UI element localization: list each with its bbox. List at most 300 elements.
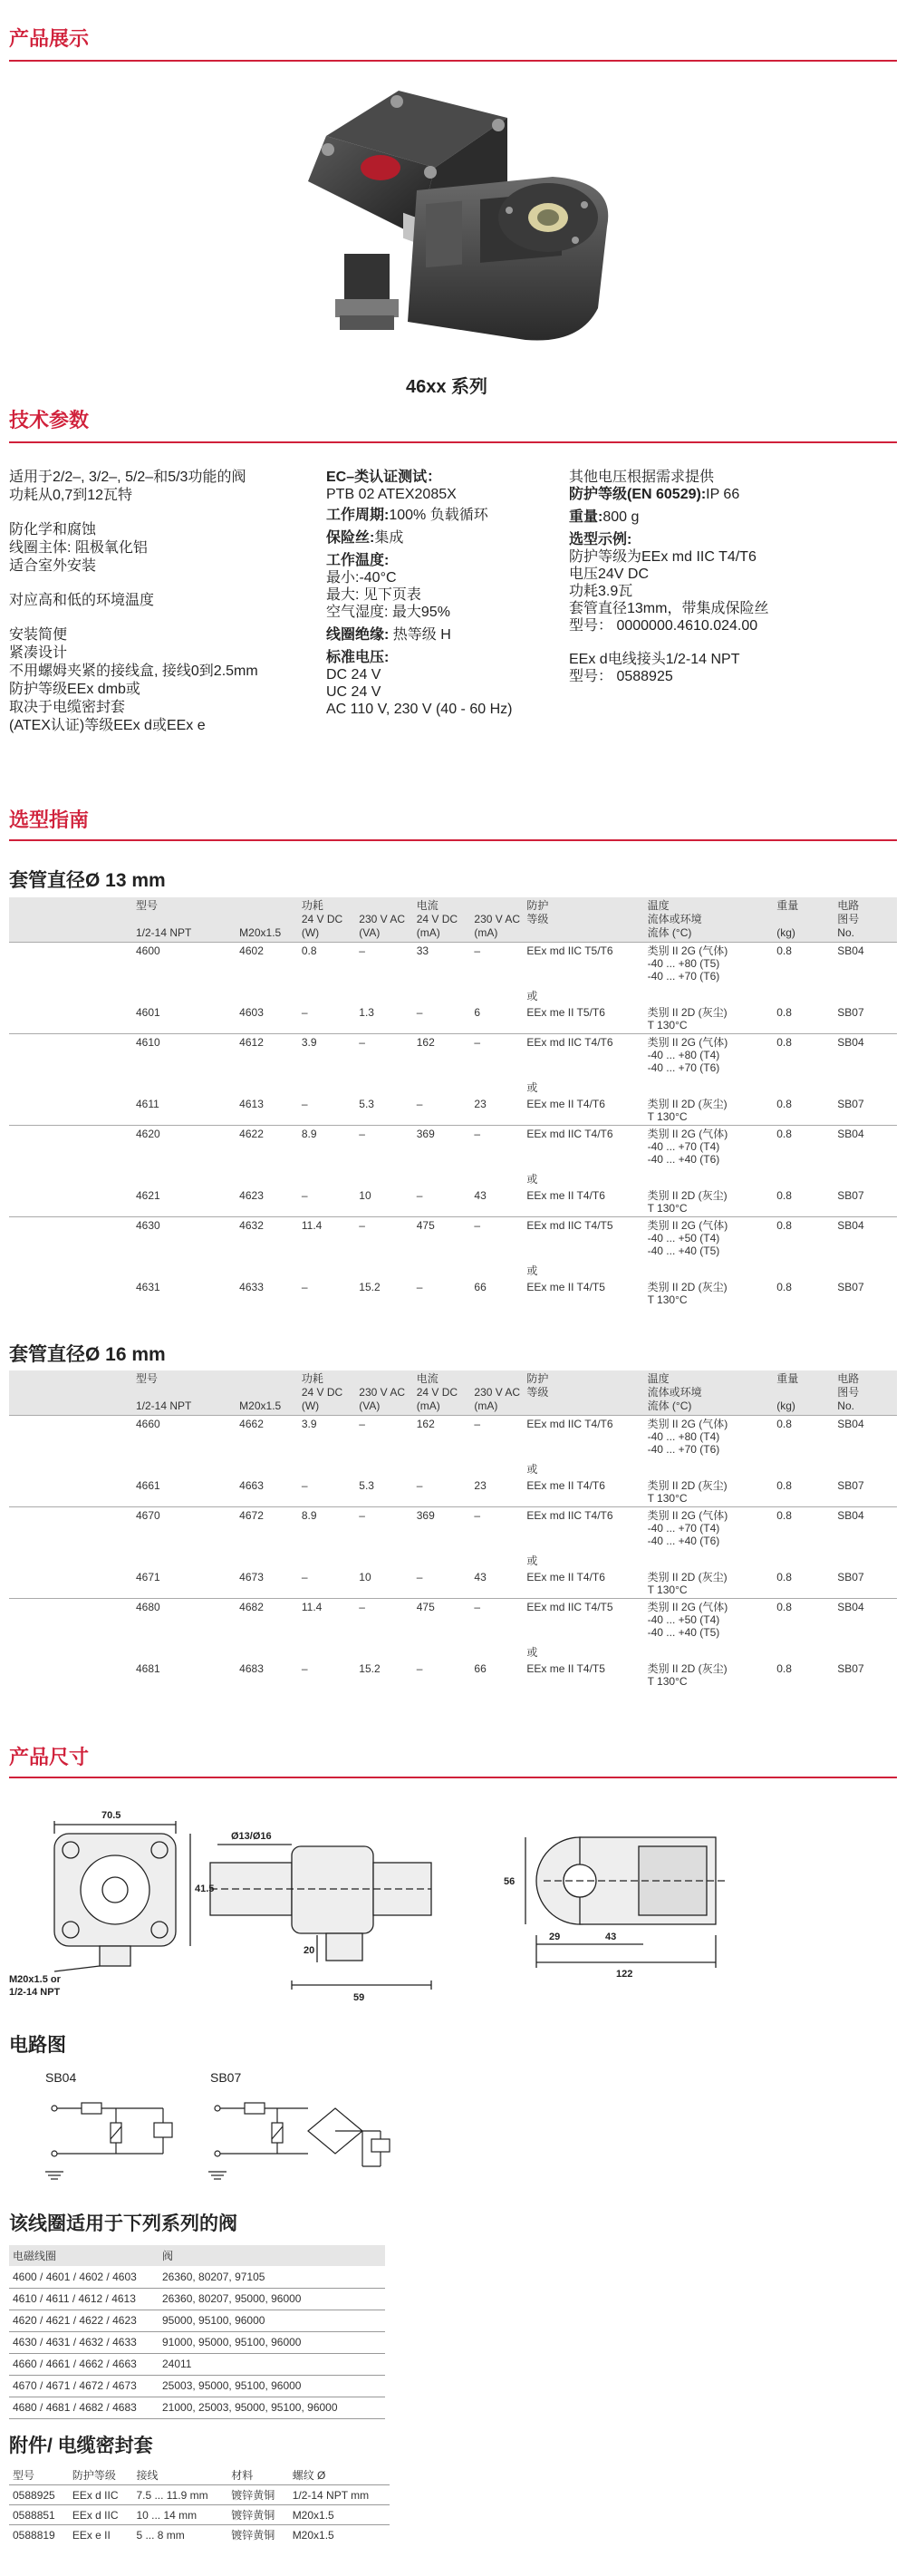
circuit-title: 电路图 [9,2035,66,2056]
volt-line: DC 24 V [326,667,381,683]
table-cell [472,1076,525,1096]
protection-value: EEx md IIC T4/T6 [526,1036,613,1049]
table-cell [237,984,300,1004]
table-cell: SB07 [837,1098,864,1110]
table-header-cell: 型号 [13,2469,35,2482]
table-cell: 25003, 95000, 95100, 96000 [159,2375,385,2397]
valves-header-coil: 电磁线圈 [9,2245,159,2266]
table-cell: 0588851 [9,2505,69,2525]
example-label: 选型示例: [569,532,632,547]
table-header-line: 230 V AC [359,1386,405,1399]
table-header-cell [300,1370,357,1416]
temperature-line: T 130°C [647,1293,688,1306]
example-line: 电压24V DC [569,567,650,582]
table-cell: – [472,1034,525,1077]
table-cell: 1.3 [359,1006,374,1019]
table-cell: – [472,1599,525,1641]
table-header-line: 24 V DC [301,1386,343,1399]
table-cell: SB04 [835,1034,897,1077]
table-cell-protection [525,1641,645,1661]
temperature-line: -40 ... +40 (T6) [647,1535,720,1547]
table-header-line: (kg) [776,926,795,939]
table-cell-protection [525,1569,645,1599]
temperature-line: T 130°C [647,1675,688,1688]
table-cell [415,1259,473,1279]
table-header-line: 图号 [837,913,860,925]
table-row [9,2288,385,2310]
table-cell: 26360, 80207, 95000, 96000 [159,2288,385,2310]
table-row [9,984,897,1004]
table-header-line: 230 V AC [474,913,521,925]
table-cell [472,1259,525,1279]
table-cell: 475 [415,1217,473,1260]
table-cell: 95000, 95100, 96000 [159,2310,385,2331]
table-cell: 4611 [136,1098,159,1110]
table-cell: 11.4 [300,1217,357,1260]
table-cell [835,1641,897,1661]
example-line: 套管直径13mm，带集成保险丝 [569,601,769,616]
temperature-line: 类别 II 2G (气体) [647,1036,728,1049]
table-cell: 4673 [239,1571,264,1583]
table-cell: 5.3 [359,1098,374,1110]
table-cell-temperature [646,1076,776,1096]
dimension-drawing [0,1790,906,2026]
tech-specs [326,469,562,718]
table-header-line [526,926,643,940]
table-cell: 24011 [159,2353,385,2375]
temperature-line: -40 ... +70 (T6) [647,1443,720,1456]
table-cell-protection [525,1076,645,1096]
table-cell-temperature [646,1416,776,1458]
table-cell-protection [525,1167,645,1187]
tech-feature-line: 功耗从0,7到12瓦特 [9,488,133,503]
table-cell-temperature [646,1477,776,1507]
table-header-line [239,1386,298,1399]
example-line: 防护等级为EEx md IIC T4/T6 [569,549,757,565]
protection-value: EEx me II T4/T6 [526,1479,605,1492]
protection-value: EEx md IIC T4/T5 [526,1601,613,1613]
table-cell: 4682 [237,1599,300,1641]
table-cell: – [357,1034,414,1077]
table-cell: 4621 [136,1189,160,1202]
dim-20: 20 [304,1945,315,1956]
table-cell: 3.9 [300,1034,357,1077]
table-header-line: 1/2-14 NPT [136,1399,192,1412]
table-cell: 4612 [237,1034,300,1077]
table-cell-protection [525,1416,645,1458]
table-cell-protection [525,1096,645,1126]
table-cell: 10 [359,1189,371,1202]
table-row [9,1279,897,1308]
temperature-line: 类别 II 2G (气体) [647,944,728,957]
table-cell: 1/2-14 NPT mm [289,2485,390,2505]
table-cell: SB04 [835,1217,897,1260]
table-cell-temperature [646,1217,776,1260]
table-cell: – [301,1479,308,1492]
table-cell: 23 [474,1479,487,1492]
table-cell: – [472,1217,525,1260]
table-cell: 4620 [9,1126,237,1168]
table-header-cell [9,897,237,943]
table-cell: 4602 [237,943,300,985]
prot-label: 防护等级(EN 60529): [569,487,707,502]
table-header-cell [9,1370,237,1416]
section-rule [9,1777,897,1778]
table-row [9,1641,897,1661]
table-header-line: (VA) [359,926,381,939]
table-cell: SB07 [837,1479,864,1492]
table-cell-temperature [646,1034,776,1077]
valves-title: 该线圈适用于下列系列的阀 [9,2213,237,2234]
table-cell: 15.2 [359,1662,381,1675]
table-cell: 4620 / 4621 / 4622 / 4623 [9,2310,159,2331]
table-cell: SB04 [835,1126,897,1168]
table-cell-protection [525,1126,645,1168]
table-cell-protection [525,1457,645,1477]
table-cell-protection [525,1217,645,1260]
table-cell [775,1076,835,1096]
tech-feature-line [9,610,317,626]
table-header-line: 图号 [837,1386,860,1399]
table-cell: 4633 [239,1281,264,1293]
table-cell-temperature [646,1187,776,1217]
protection-value: EEx md IIC T4/T6 [526,1418,613,1430]
table-cell-temperature [646,1096,776,1126]
protection-value: EEx me II T4/T6 [526,1189,605,1202]
table-cell-protection [525,1279,645,1308]
section-title-dimensions: 产品尺寸 [9,1746,90,1768]
table-row [9,2353,385,2375]
table-cell-protection [525,1034,645,1077]
table-cell: – [357,943,414,985]
temperature-line: 类别 II 2D (灰尘) [647,1189,728,1202]
table-cell: – [301,1571,308,1583]
table-cell [300,1549,357,1569]
ec-value: PTB 02 ATEX2085X [326,487,457,502]
dim-56: 56 [504,1876,516,1887]
table-cell: 4603 [239,1006,264,1019]
table-cell [415,984,473,1004]
table-cell [775,1641,835,1661]
table-cell: 4632 [237,1217,300,1260]
table-header-cell [525,897,645,943]
table-cell: SB04 [835,943,897,985]
table-cell: 5 ... 8 mm [132,2525,227,2545]
table-cell: – [472,1126,525,1168]
table-cell-protection [525,1599,645,1641]
table-header-cell [646,1370,776,1416]
temperature-line: T 130°C [647,1019,688,1031]
table-cell [472,984,525,1004]
table-cell [300,1259,357,1279]
table-header-line: (mA) [474,1399,498,1412]
table-cell [237,1641,300,1661]
table-cell: 0.8 [775,1034,835,1077]
prot-value: IP 66 [706,487,740,502]
table-cell: – [357,1217,414,1260]
table-cell: 0.8 [775,1126,835,1168]
table-cell: 66 [474,1662,487,1675]
table-cell-protection [525,943,645,985]
table-cell-protection [525,984,645,1004]
table-header-cell [775,1370,835,1416]
table-cell: 4671 [136,1571,160,1583]
table-cell: – [301,1281,308,1293]
table-cell: – [472,1416,525,1458]
table-cell [472,1641,525,1661]
dim-70: 70.5 [101,1810,121,1821]
table-cell: 4680 [9,1599,237,1641]
table-cell [835,1076,897,1096]
table-cell: 162 [415,1034,473,1077]
table-header-line: No. [837,926,854,939]
table-row [9,2525,390,2545]
table-header-line [239,913,298,926]
temperature-line: 类别 II 2D (灰尘) [647,1281,728,1293]
table-header-line [776,1386,834,1399]
table-row [9,1457,897,1477]
temperature-line: -40 ... +50 (T4) [647,1232,720,1244]
table-cell: 6 [474,1006,481,1019]
table-header-line: 230 V AC [359,913,405,925]
table-cell: 0588819 [9,2525,69,2545]
table-cell [357,1641,414,1661]
temperature-line: -40 ... +80 (T4) [647,1049,720,1061]
dim-41: 41.5 [195,1884,215,1894]
fuse-label: 保险丝: [326,530,375,546]
table-cell [357,1259,414,1279]
table-cell-protection [525,1661,645,1690]
table-row [9,1507,897,1550]
table-cell: 4610 [9,1034,237,1077]
table-cell: 0.8 [775,1416,835,1458]
table-header-cell: 接线 [136,2469,159,2482]
table-header-cell [472,1370,525,1416]
valves-table [9,2245,385,2419]
table-cell [775,1259,835,1279]
table-row [9,1004,897,1034]
table-cell-protection [525,1477,645,1507]
example-line: 型号： 0588925 [569,669,673,684]
table-row [9,943,897,985]
table-cell: 4663 [239,1479,264,1492]
dim-122: 122 [616,1969,633,1980]
table-cell [357,1457,414,1477]
table-cell: 0.8 [776,1281,792,1293]
table-cell-protection [525,1004,645,1034]
volt-label: 标准电压: [326,650,390,665]
section-title-tech: 技术参数 [9,409,90,431]
tech-feature-line: (ATEX认证)等级EEx d或EEx e [9,718,206,733]
tech-feature-line: 防化学和腐蚀 [9,522,97,537]
table-cell: 0.8 [776,1662,792,1675]
table-cell: 0.8 [776,1098,792,1110]
table-cell: 0588925 [9,2485,69,2505]
table-header-line [474,899,523,913]
table-cell-temperature [646,1549,776,1569]
table-cell: 0.8 [776,1479,792,1492]
table-cell: – [301,1006,308,1019]
or-label: 或 [526,1081,538,1094]
table-cell: 43 [474,1571,487,1583]
table-cell: – [357,1599,414,1641]
table-cell: SB04 [835,1416,897,1458]
table-header-line: 流体或环境 [647,913,702,925]
table-cell [300,1167,357,1187]
table-cell: – [416,1662,423,1675]
table-cell: 4680 / 4681 / 4682 / 4683 [9,2397,159,2418]
table-cell [357,1549,414,1569]
table-row [9,2266,385,2288]
tech-feature-line: 紧凑设计 [9,645,68,661]
example-line: 功耗3.9瓦 [569,584,633,599]
section-rule [9,60,897,62]
fuse-value: 集成 [374,530,404,546]
protection-value: EEx me II T4/T5 [526,1281,605,1293]
table-cell [415,1457,473,1477]
table-cell-protection [525,1507,645,1550]
table-cell: 10 ... 14 mm [132,2505,227,2525]
other-voltage: 其他电压根据需求提供 [569,470,715,485]
duty-value: 100% 负载循环 [389,508,488,523]
table-cell: SB04 [835,1599,897,1641]
table-header-line: 型号 [136,899,159,912]
or-label: 或 [526,1646,538,1659]
table-header-line: No. [837,1399,854,1412]
table-cell: 4601 [136,1006,160,1019]
tech-feature-line: 不用螺姆夹紧的接线盒, 接线0到2.5mm [9,663,258,679]
table-cell: 4660 [9,1416,237,1458]
table-cell: 4681 [136,1662,160,1675]
table-header-cell [646,897,776,943]
protection-value: EEx me II T4/T6 [526,1098,605,1110]
table-cell [9,984,237,1004]
table-cell: 4670 / 4671 / 4672 / 4673 [9,2375,159,2397]
table-cell: 4670 [9,1507,237,1550]
table-header-line [474,1372,523,1386]
table-cell: – [416,1098,423,1110]
table-cell: – [416,1006,423,1019]
circuit-diagrams [36,2085,417,2184]
temperature-line: -40 ... +80 (T5) [647,957,720,970]
table-cell: – [416,1479,423,1492]
table-cell [237,1457,300,1477]
table-cell: – [472,943,525,985]
table-cell: 4630 [9,1217,237,1260]
table-header-line: 24 V DC [416,913,458,925]
table-cell [835,1167,897,1187]
insul-label: 线圈绝缘: [326,627,390,643]
table-header-line: (VA) [359,1399,381,1412]
table-cell: 0.8 [775,1599,835,1641]
dim-phi: Ø13/Ø16 [231,1831,272,1842]
table-cell: 4623 [239,1189,264,1202]
table-row [9,1217,897,1260]
table-row [9,1259,897,1279]
table-header-line: 重量 [776,1372,799,1385]
table-header-line: 等级 [526,1386,549,1399]
table-row [9,1126,897,1168]
table-row [9,1034,897,1077]
temperature-line: -40 ... +70 (T4) [647,1522,720,1535]
table-row [9,1416,897,1458]
table-header-line: 电路 [837,899,860,912]
table-cell [835,984,897,1004]
table-cell-temperature [646,943,776,985]
tech-feature-line: 防护等级EEx dmb或 [9,682,140,697]
table-cell [9,1549,237,1569]
temperature-line: -40 ... +40 (T5) [647,1626,720,1639]
table-cell: 4613 [239,1098,264,1110]
volt-line: UC 24 V [326,684,381,700]
table-cell [835,1457,897,1477]
table-cell: – [416,1571,423,1583]
table-cell [300,984,357,1004]
insul-value: 热等级 H [389,627,451,643]
table-cell [775,984,835,1004]
table-header-line: 电流 [416,899,439,912]
table-row [9,1187,897,1217]
duty-label: 工作周期: [326,508,390,523]
table-header-cell [775,897,835,943]
table-cell [775,1549,835,1569]
table-header-line [136,913,236,926]
table-header-line: 230 V AC [474,1386,521,1399]
temperature-line: 类别 II 2D (灰尘) [647,1479,728,1492]
table-cell [357,984,414,1004]
table-cell [472,1167,525,1187]
table-cell [9,1641,237,1661]
temperature-line: 类别 II 2G (气体) [647,1509,728,1522]
table-cell: – [301,1189,308,1202]
tech-feature-line: 对应高和低的环境温度 [9,593,155,608]
dim-thread: M20x1.5 or [9,1974,61,1985]
ec-label: EC–类认证测试： [326,470,442,485]
table-cell: M20x1.5 [289,2525,390,2545]
table-cell: 镀锌黄铜 [227,2505,288,2525]
table-cell: 4622 [237,1126,300,1168]
weight-value: 800 g [602,509,640,525]
table-cell: 369 [415,1507,473,1550]
table-header-cell [237,1370,300,1416]
table-header-line: 防护 [526,1372,549,1385]
temperature-line: 类别 II 2D (灰尘) [647,1006,728,1019]
table-header-line: M20x1.5 [239,926,282,939]
table-header-cell [835,1370,897,1416]
temperature-line: 类别 II 2G (气体) [647,1128,728,1140]
table-cell: 0.8 [776,1571,792,1583]
table-cell: 66 [474,1281,487,1293]
or-label: 或 [526,1463,538,1476]
table-cell: EEx d IIC [69,2505,133,2525]
protection-value: EEx md IIC T4/T6 [526,1509,613,1522]
table-cell: SB07 [837,1281,864,1293]
section-rule [9,839,897,841]
protection-value: EEx md IIC T4/T6 [526,1128,613,1140]
table-header-line: 型号 [136,1372,159,1385]
table-cell [237,1259,300,1279]
selection-table-13mm [9,897,897,1308]
table-cell: 5.3 [359,1479,374,1492]
table-header-cell [357,1370,414,1416]
example-line: EEx d电线接头1/2-14 NPT [569,652,740,667]
table-cell-temperature [646,1004,776,1034]
table-cell [415,1549,473,1569]
table-header-line: (kg) [776,1399,795,1412]
table-header-line: 防护 [526,899,549,912]
table-cell: 4610 / 4611 / 4612 / 4613 [9,2288,159,2310]
table-cell-temperature [646,1507,776,1550]
